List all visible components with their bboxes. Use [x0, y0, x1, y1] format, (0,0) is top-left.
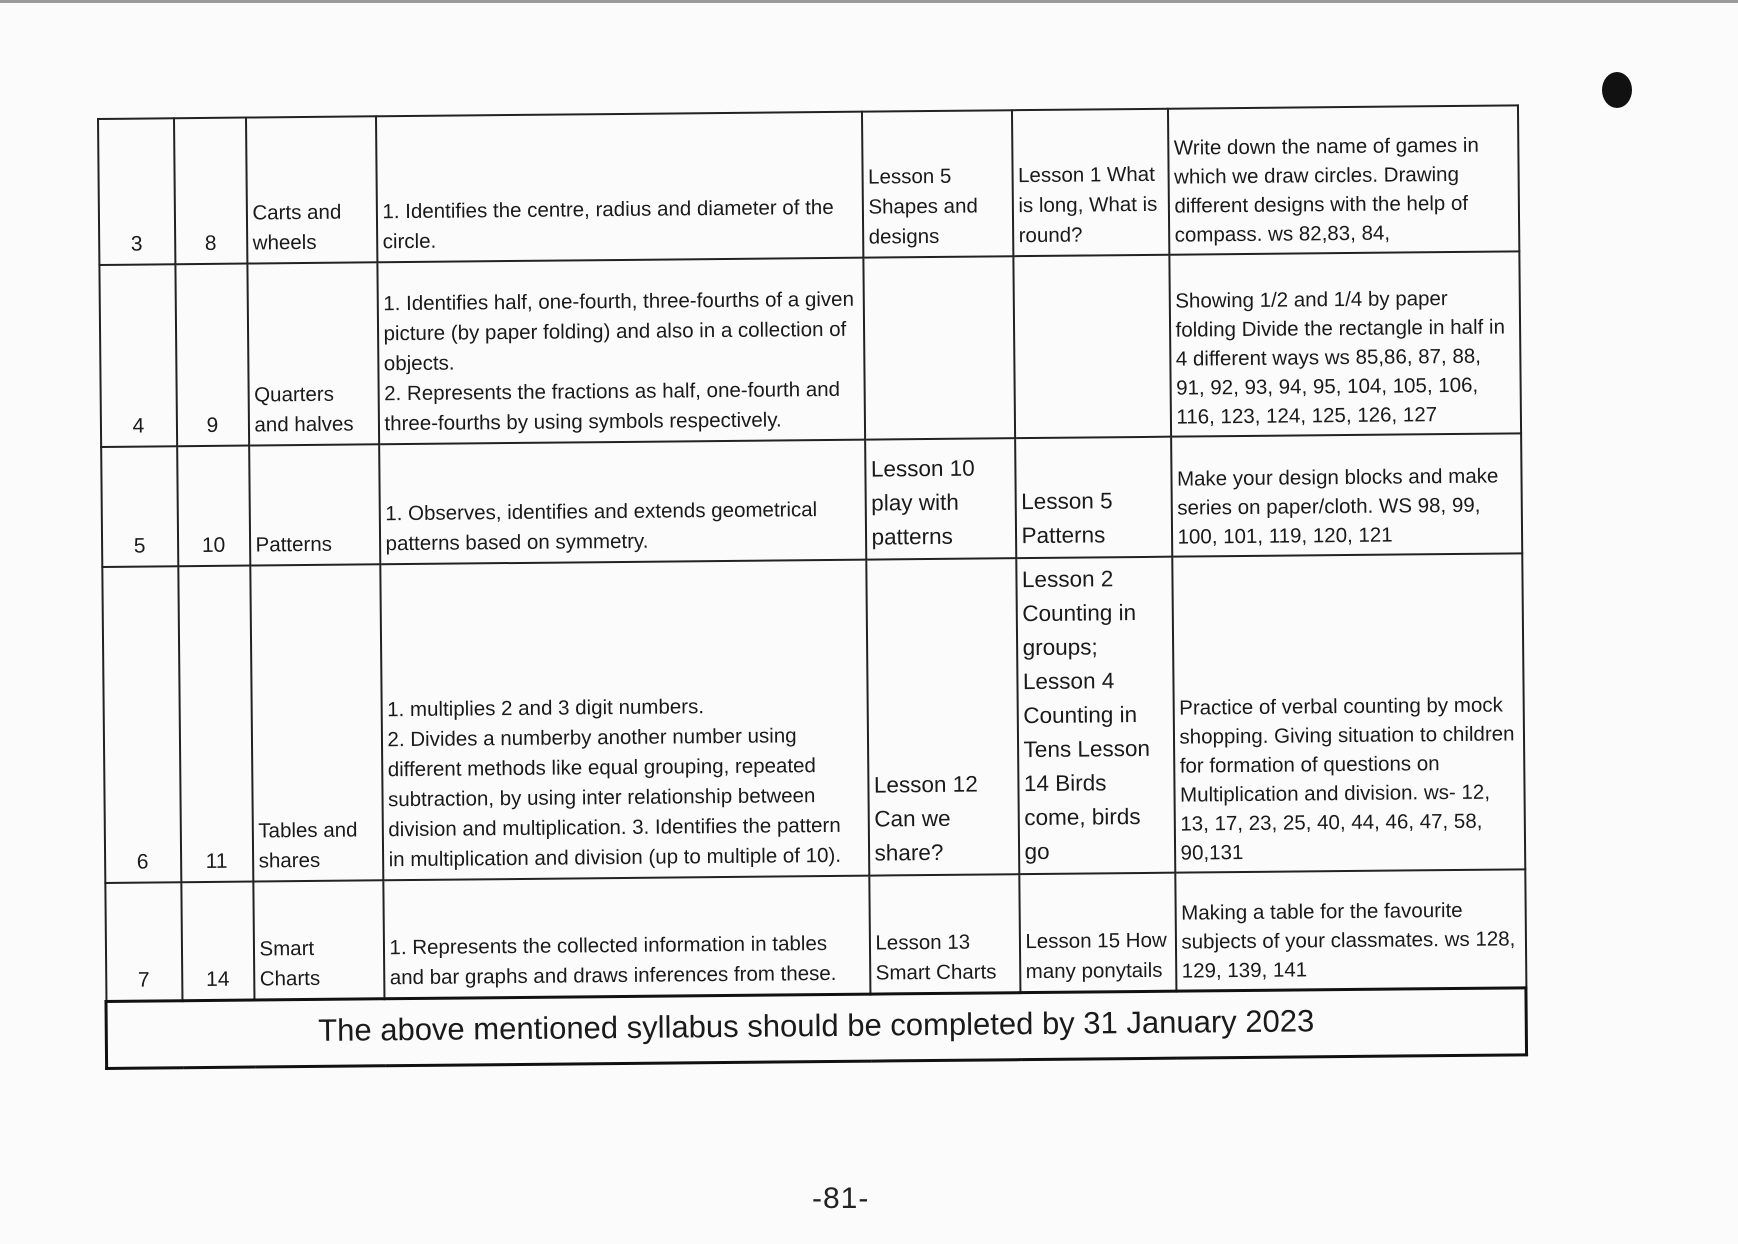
learning-objectives: 1. Represents the collected information in tables and bar graphs and draws inferences from these. — [383, 876, 870, 999]
lesson-reference-alt: Lesson 2 Counting in groups; Lesson 4 Counting in Tens Lesson 14 Birds come, birds go — [1016, 557, 1175, 874]
lesson-reference-alt — [1013, 255, 1171, 438]
lesson-reference-alt: Lesson 1 What is long, What is round? — [1011, 109, 1168, 256]
syllabus-table — [96, 104, 1528, 1069]
chapter-number: 9 — [175, 264, 249, 447]
page-number: -81- — [812, 1182, 870, 1215]
learning-objectives: 1. Observes, identifies and extends geometrical patterns based on symmetry. — [379, 440, 866, 565]
activities: Write down the name of games in which we draw circles. Drawing different designs with the help of compass. ws 82,83, 84, — [1167, 105, 1518, 254]
completion-note: The above mentioned syllabus should be completed by 31 January 2023 — [106, 987, 1527, 1068]
learning-objectives — [380, 560, 869, 881]
chapter-name: Quarters and halves — [247, 262, 379, 445]
lesson-reference-alt: Lesson 15 How many ponytails — [1019, 873, 1176, 992]
serial-number: 3 — [98, 118, 175, 265]
activities: Make your design blocks and make series on paper/cloth. WS 98, 99, 100, 101, 119, 120, 121 — [1171, 433, 1522, 556]
activities: Making a table for the favourite subjects of your classmates. ws 128, 129, 139, 141 — [1175, 869, 1526, 990]
activities: Practice of verbal counting by mock shopping. Giving situation to children for formation of questions on Multiplication and division. ws- 12, 13, 17, 23, 25, 40, 44, 46, 47, 58, 90,131 — [1172, 553, 1525, 872]
chapter-number: 11 — [178, 566, 253, 883]
chapter-name: Patterns — [249, 444, 380, 565]
lesson-reference: Lesson 5 Shapes and designs — [861, 110, 1012, 257]
serial-number: 5 — [101, 446, 178, 567]
chapter-name: Smart Charts — [253, 880, 384, 999]
table-row — [101, 433, 1522, 567]
learning-objectives: 1. Identifies the centre, radius and diameter of the circle. — [375, 112, 862, 263]
lesson-reference: Lesson 10 play with patterns — [865, 438, 1016, 559]
lesson-reference — [863, 256, 1015, 439]
chapter-number: 14 — [181, 882, 254, 1001]
chapter-name: Tables and shares — [250, 564, 383, 881]
objective-item: 2. Divides a numberby another number using different methods like equal grouping, repeated subtraction, by using inter relationship between division and multiplication. 3. Identifies the pattern in multiplication and division (up to multiple of 10). — [387, 724, 842, 872]
footer-row — [106, 987, 1527, 1068]
serial-number: 7 — [105, 882, 182, 1001]
table-row — [98, 105, 1519, 265]
learning-objectives — [377, 258, 865, 445]
chapter-number: 8 — [174, 118, 247, 265]
objective-item: 1. multiplies 2 and 3 digit numbers. — [387, 695, 705, 722]
syllabus-sheet — [96, 104, 1525, 1069]
objective-item: 2. Represents the fractions as half, one-fourth and three-fourths by using symbols respectively. — [384, 377, 841, 436]
chapter-number: 10 — [177, 446, 250, 567]
lesson-reference: Lesson 12 Can we share? — [866, 558, 1019, 875]
lesson-reference-alt: Lesson 5 Patterns — [1015, 437, 1172, 558]
objective-item: 1. Identifies half, one-fourth, three-fourths of a given picture (by paper folding) and also in a collection of objects. — [383, 287, 855, 376]
serial-number: 4 — [99, 264, 177, 447]
lesson-reference: Lesson 13 Smart Charts — [869, 874, 1020, 993]
table-row — [102, 553, 1525, 883]
scan-top-edge — [0, 0, 1738, 3]
chapter-name: Carts and wheels — [246, 116, 377, 263]
table-row — [99, 251, 1521, 447]
serial-number: 6 — [102, 566, 181, 883]
activities: Showing 1/2 and 1/4 by paper folding Divide the rectangle in half in 4 different ways ws 85,86, 87, 88, 91, 92, 93, 94, 95, 104, 105, 106, 116, 123, 124, 125, 126, 127 — [1169, 251, 1521, 436]
ink-blot — [1602, 72, 1632, 108]
table-row — [105, 869, 1526, 1001]
